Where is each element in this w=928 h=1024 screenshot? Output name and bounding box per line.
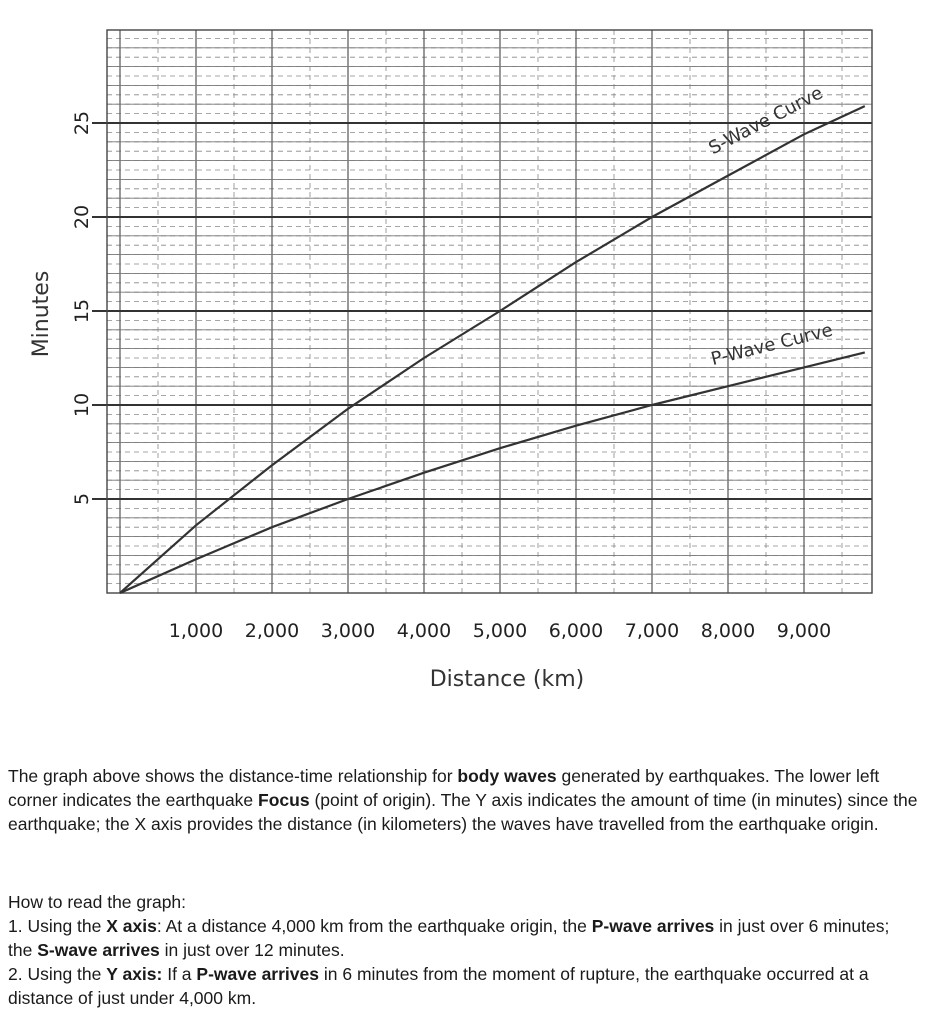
x-tick-label: 9,000: [776, 620, 832, 642]
y-tick-label: 20: [71, 204, 93, 230]
description-paragraph: [8, 764, 918, 836]
p-wave-label: P-Wave Curve: [708, 319, 835, 371]
p-wave-curve: [120, 352, 865, 593]
x-tick-label: 6,000: [548, 620, 604, 642]
bold-term: X axis: [106, 916, 157, 936]
text-run: (point of origin). The Y axis indicates the amount of time (in minutes) since the earthquake; the X axis provides the distance (in kilometers) the waves have travelled from the earthquake origin.: [8, 790, 918, 834]
text-run: in just over 6 minutes; the: [8, 916, 890, 960]
x-tick-label: 3,000: [320, 620, 376, 642]
text-run: in 6 minutes from the moment of rupture, the earthquake occurred at a distance of just under 4,000 km.: [8, 964, 869, 1008]
x-tick-labels: [169, 620, 831, 642]
intro-text: [8, 764, 918, 836]
y-axis-title: Minutes: [29, 270, 54, 358]
bold-term: S-wave arrives: [37, 940, 160, 960]
how-to-title: How to read the graph:: [8, 892, 187, 912]
y-tick-label: 25: [71, 110, 93, 136]
text-run: If a: [162, 964, 197, 984]
y-tick-label: 15: [71, 298, 93, 324]
bold-term: P-wave arrives: [591, 916, 715, 936]
text-run: : At a distance 4,000 km from the earthquake origin, the: [156, 916, 592, 936]
text-run: The graph above shows the distance-time relationship for: [8, 766, 458, 786]
how-to-read-section: [8, 890, 918, 1010]
text-run: 1. Using the: [8, 916, 107, 936]
step-2-text: [8, 962, 918, 1010]
s-wave-label: S-Wave Curve: [705, 82, 827, 160]
bold-term: Focus: [258, 790, 310, 810]
text-run: in just over 12 minutes.: [159, 940, 345, 960]
y-tick-labels: [71, 111, 93, 505]
y-tick-label: 10: [71, 392, 93, 418]
x-tick-label: 8,000: [700, 620, 756, 642]
x-tick-label: 4,000: [396, 620, 452, 642]
curves: [120, 82, 865, 593]
x-tick-label: 7,000: [624, 620, 680, 642]
bold-term: Y axis:: [106, 964, 163, 984]
text-run: generated by earthquakes. The lower left corner indicates the earthquake: [8, 766, 880, 810]
y-tick-label: 5: [71, 492, 93, 506]
x-tick-label: 5,000: [472, 620, 528, 642]
x-axis-title: Distance (km): [429, 667, 585, 692]
bold-term: body waves: [457, 766, 557, 786]
bold-term: P-wave arrives: [196, 964, 319, 984]
step-1-text: [8, 914, 918, 962]
x-tick-label: 1,000: [168, 620, 224, 642]
text-run: 2. Using the: [8, 964, 107, 984]
x-tick-label: 2,000: [244, 620, 300, 642]
